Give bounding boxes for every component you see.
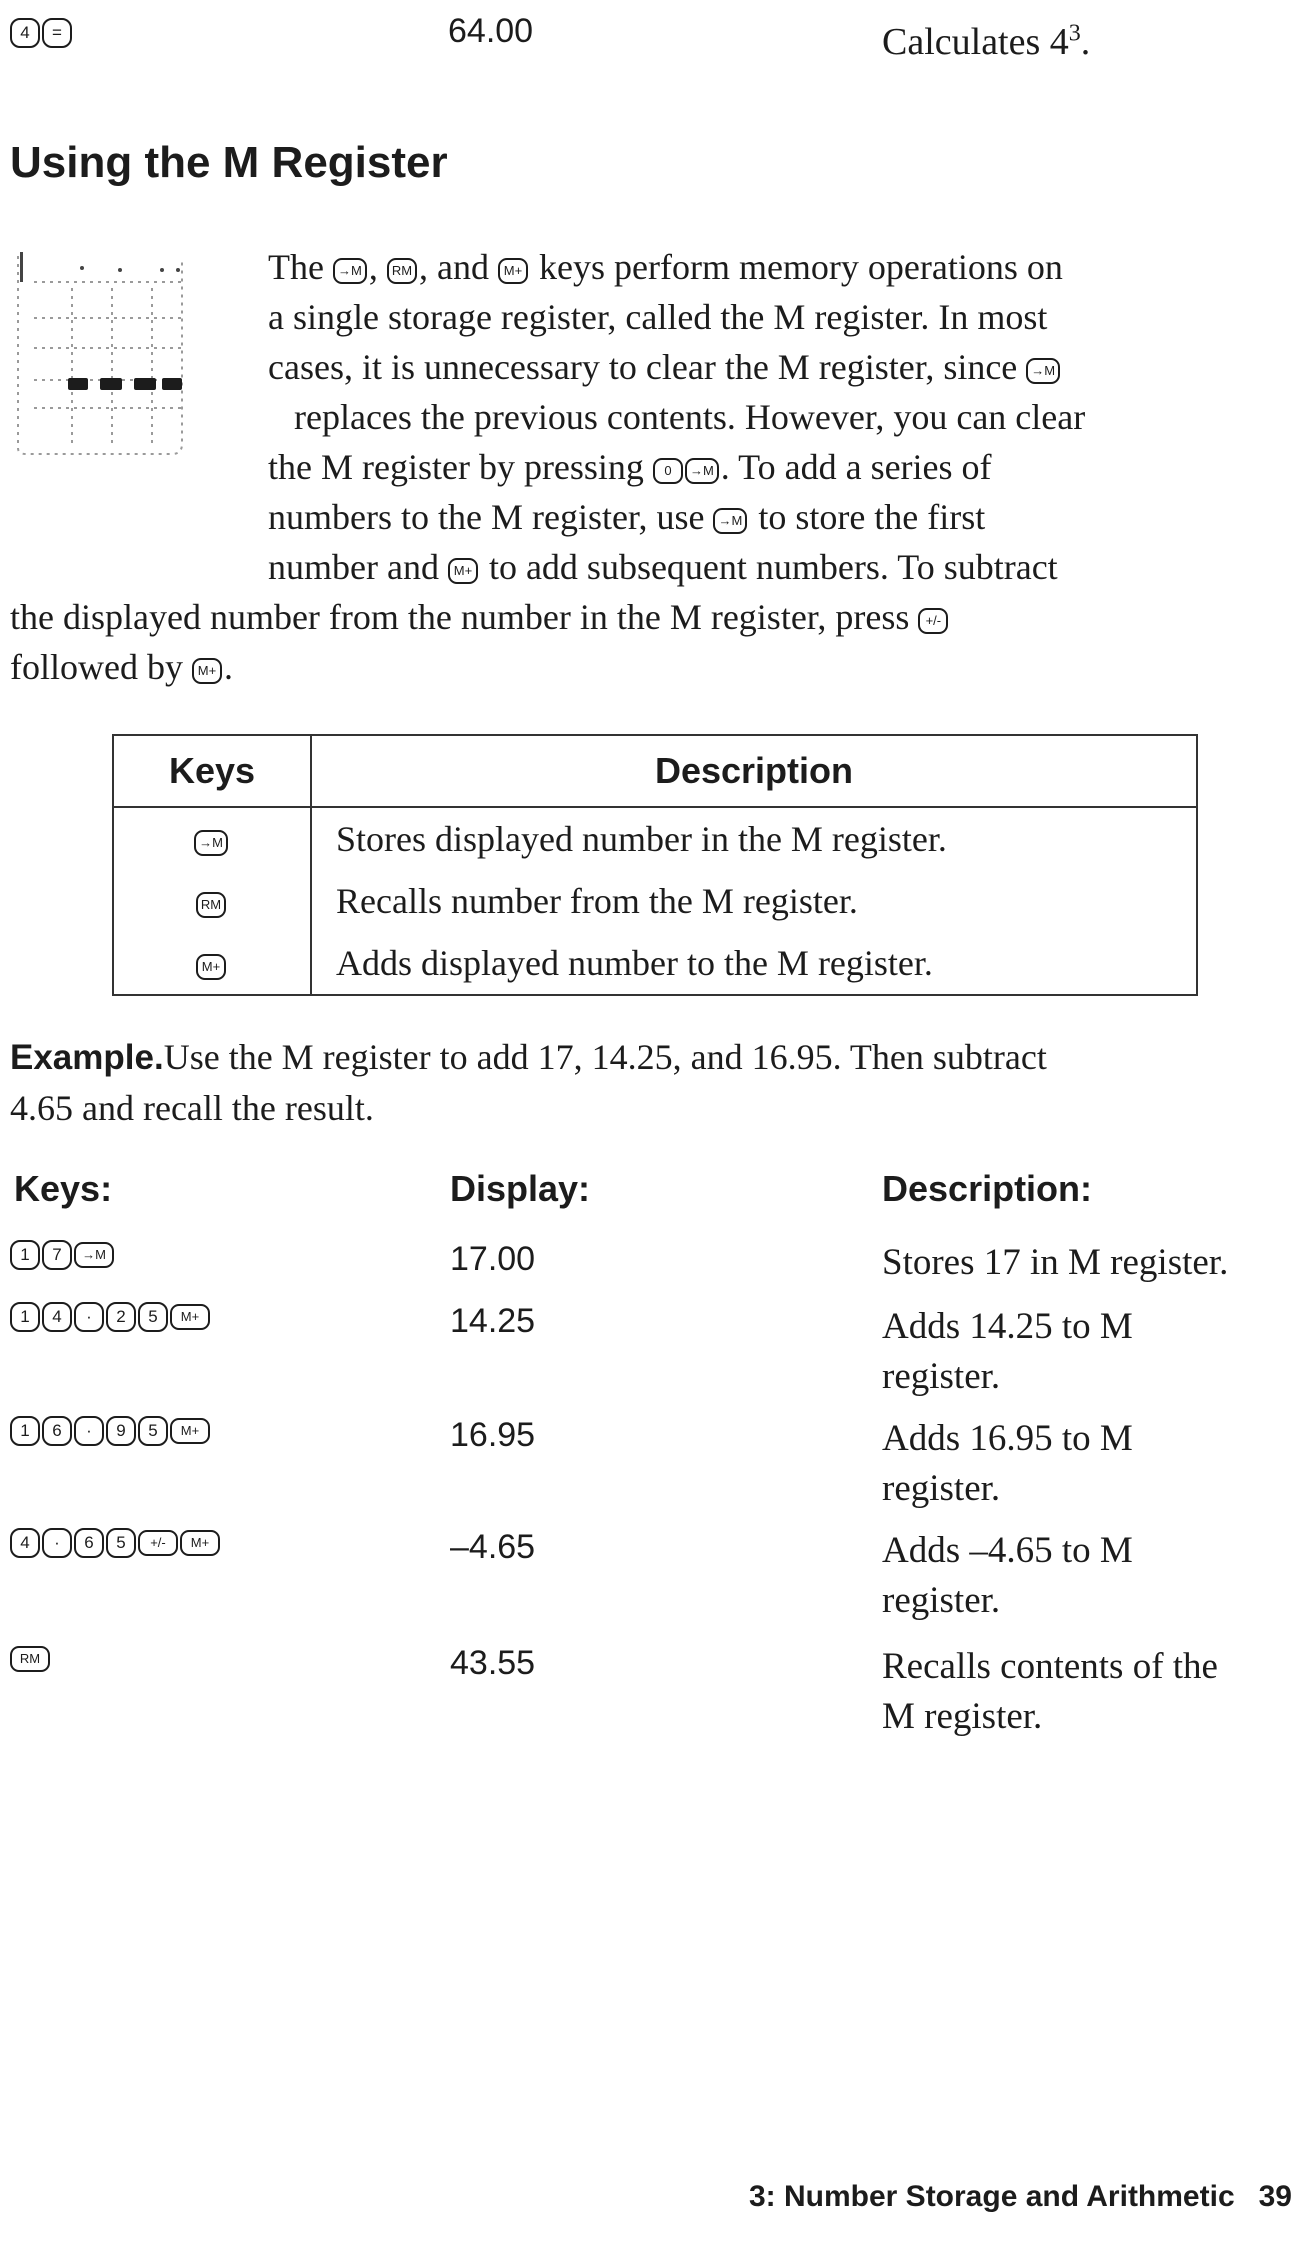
- intro-paragraph: [268, 242, 1298, 592]
- footer-chapter: 3: Number Storage and Arithmetic: [748, 2180, 1235, 2213]
- recall-key: RM: [387, 258, 417, 284]
- change-sign-key: +/-: [918, 608, 948, 634]
- step-keys: [10, 1416, 212, 1446]
- memory-keys-table: [112, 734, 1198, 996]
- add-memory-key: M+: [192, 658, 222, 684]
- add-memory-key: M+: [196, 954, 226, 980]
- add-memory-key: M+: [170, 1304, 210, 1330]
- add-memory-key: M+: [498, 258, 528, 284]
- store-key: →M: [685, 458, 719, 484]
- table-cell-description: Adds displayed number to the M register.: [311, 932, 1197, 995]
- intro-line-5: the M register by pressing 0 →M . To add a series of: [268, 447, 992, 487]
- store-key: →M: [333, 258, 367, 284]
- table-cell-key: [113, 932, 311, 995]
- table-header-description: Description: [311, 735, 1197, 807]
- key-9: 9: [106, 1416, 136, 1446]
- add-memory-key: M+: [180, 1530, 220, 1556]
- step-keys: [10, 1240, 116, 1270]
- key-7: 7: [42, 1240, 72, 1270]
- table-row: [113, 807, 1197, 870]
- key-decimal: ·: [42, 1528, 72, 1558]
- intro-line-3: cases, it is unnecessary to clear the M register, since →M: [268, 342, 1298, 392]
- change-sign-key: +/-: [138, 1530, 178, 1556]
- key-2: 2: [106, 1302, 136, 1332]
- step-description: Recalls contents of the M register.: [882, 1646, 1218, 1737]
- table-cell-key: [113, 870, 311, 932]
- recall-key: RM: [196, 892, 226, 918]
- key-5: 5: [138, 1416, 168, 1446]
- table-row: [113, 870, 1197, 932]
- store-key: →M: [713, 508, 747, 534]
- footer-page-number: 39: [1258, 2180, 1292, 2213]
- step-display: –4.65: [450, 1528, 536, 1566]
- step-description: Adds –4.65 to M register.: [882, 1530, 1133, 1621]
- key-4: 4: [42, 1302, 72, 1332]
- key-equals: =: [42, 18, 72, 48]
- key-6: 6: [74, 1528, 104, 1558]
- store-key: →M: [74, 1242, 114, 1268]
- step-display: 16.95: [450, 1416, 536, 1454]
- add-memory-key: M+: [448, 558, 478, 584]
- step-description: Stores 17 in M register.: [882, 1242, 1229, 1283]
- key-6: 6: [42, 1416, 72, 1446]
- key-5: 5: [138, 1302, 168, 1332]
- store-key: →M: [1026, 358, 1060, 384]
- recall-key: RM: [10, 1646, 50, 1672]
- key-1: 1: [10, 1240, 40, 1270]
- step-description: Adds 14.25 to M register.: [882, 1306, 1133, 1397]
- table-cell-description: Recalls number from the M register.: [311, 870, 1197, 932]
- example-paragraph: [10, 1032, 1300, 1133]
- step-keys: [10, 1528, 222, 1558]
- calculator-illustration: [12, 248, 192, 458]
- column-header-description: Description:: [882, 1168, 1093, 1209]
- intro-line-4: replaces the previous contents. However, you can clear: [294, 397, 1086, 437]
- key-decimal: ·: [74, 1302, 104, 1332]
- store-key: →M: [194, 830, 228, 856]
- top-example-description: Calculates $4^3$.: [882, 20, 1091, 63]
- key-4: 4: [10, 18, 40, 48]
- table-cell-key: [113, 807, 311, 870]
- intro-line-2: a single storage register, called the M register. In most: [268, 297, 1048, 337]
- key-5: 5: [106, 1528, 136, 1558]
- table-row: [113, 932, 1197, 995]
- example-text-line-1: Use the M register to add 17, 14.25, and 16.95. Then subtract: [163, 1037, 1047, 1077]
- column-header-keys: Keys:: [14, 1168, 113, 1209]
- key-4: 4: [10, 1528, 40, 1558]
- table-cell-description: Stores displayed number in the M register.: [311, 807, 1197, 870]
- key-1: 1: [10, 1302, 40, 1332]
- step-keys: [10, 1646, 52, 1672]
- key-1: 1: [10, 1416, 40, 1446]
- step-description: Adds 16.95 to M register.: [882, 1418, 1133, 1509]
- example-label: Example.: [10, 1038, 164, 1077]
- intro-line-7: number and M+ to add subsequent numbers. To subtract: [268, 547, 1058, 587]
- top-example-keys: [10, 18, 74, 48]
- add-memory-key: M+: [170, 1418, 210, 1444]
- step-display: 14.25: [450, 1302, 536, 1340]
- intro-paragraph-continued: [10, 592, 1300, 692]
- calculator-icon: [12, 248, 192, 458]
- intro-line-9: followed by M+ .: [10, 647, 233, 687]
- step-display: 17.00: [450, 1240, 536, 1278]
- zero-key: 0: [653, 458, 683, 484]
- column-header-display: Display:: [450, 1168, 591, 1209]
- top-example-display: 64.00: [448, 12, 534, 50]
- table-header-keys: Keys: [113, 735, 311, 807]
- table-header-row: [113, 735, 1197, 807]
- step-display: 43.55: [450, 1644, 536, 1682]
- example-text-line-2: 4.65 and recall the result.: [10, 1088, 374, 1128]
- key-decimal: ·: [74, 1416, 104, 1446]
- page-footer: [749, 2180, 1292, 2214]
- intro-line-1: The →M , RM , and M+ keys perform memory operations on: [268, 247, 1063, 287]
- section-title: Using the M Register: [10, 138, 448, 187]
- intro-line-6: numbers to the M register, use →M to store the first: [268, 497, 986, 537]
- step-keys: [10, 1302, 212, 1332]
- intro-line-8: the displayed number from the number in the M register, press +/-: [10, 592, 1300, 642]
